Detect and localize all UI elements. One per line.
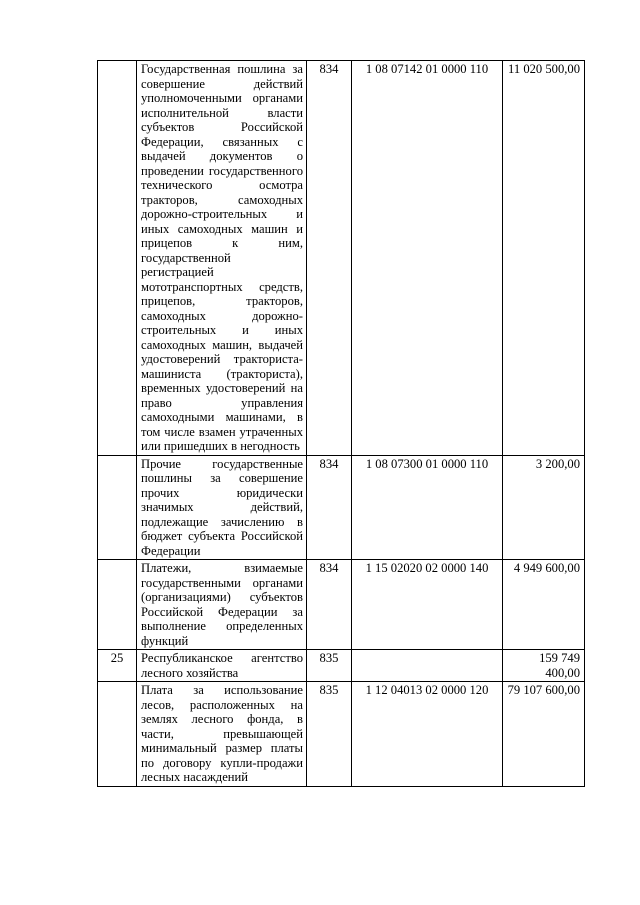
revenue-name: Государственная пошлина за совершение действий уполномоченными органами исполнительной власти субъектов Российской Федерации, связанных с выдачей документов о проведении государственного технического осмотра тракторов, самоходных дорожно-строительных и иных самоходных машин и прицепов к ним, государственной регистрацией мототранспортных средств, прицепов, тракторов, самоходных дорожно-строительных и иных самоходных машин, выдачей удостоверений тракториста-машиниста (тракториста), временных удостоверений на право управления самоходными машинами, в том числе взамен утраченных или пришедших в негодность xyxy=(137,61,307,456)
table-row xyxy=(98,61,585,456)
budget-classification-code: 1 08 07300 01 0000 110 xyxy=(352,455,503,560)
row-number xyxy=(98,61,137,456)
revenue-name: Платежи, взимаемые государственными органами (организациями) субъектов Российской Федерации за выполнение определенных функций xyxy=(137,560,307,650)
budget-classification-code: 1 08 07142 01 0000 110 xyxy=(352,61,503,456)
revenue-name: Плата за использование лесов, расположенных на землях лесного фонда, в части, превышающей минимальный размер платы по договору купли-продажи лесных насаждений xyxy=(137,682,307,787)
table-row xyxy=(98,650,585,682)
amount: 159 749 400,00 xyxy=(503,650,585,682)
administrator-code: 834 xyxy=(307,455,352,560)
amount: 4 949 600,00 xyxy=(503,560,585,650)
row-number: 25 xyxy=(98,650,137,682)
row-number xyxy=(98,455,137,560)
table-row xyxy=(98,682,585,787)
budget-classification-code: 1 15 02020 02 0000 140 xyxy=(352,560,503,650)
administrator-code: 834 xyxy=(307,61,352,456)
amount: 79 107 600,00 xyxy=(503,682,585,787)
revenue-name: Республиканское агентство лесного хозяйства xyxy=(137,650,307,682)
budget-classification-code: 1 12 04013 02 0000 120 xyxy=(352,682,503,787)
budget-revenue-table xyxy=(97,60,585,787)
table-row xyxy=(98,560,585,650)
amount: 3 200,00 xyxy=(503,455,585,560)
administrator-code: 835 xyxy=(307,682,352,787)
revenue-name: Прочие государственные пошлины за совершение прочих юридически значимых действий, подлежащие зачислению в бюджет субъекта Российской Федерации xyxy=(137,455,307,560)
administrator-code: 835 xyxy=(307,650,352,682)
row-number xyxy=(98,560,137,650)
administrator-code: 834 xyxy=(307,560,352,650)
table-row xyxy=(98,455,585,560)
amount: 11 020 500,00 xyxy=(503,61,585,456)
row-number xyxy=(98,682,137,787)
budget-classification-code xyxy=(352,650,503,682)
